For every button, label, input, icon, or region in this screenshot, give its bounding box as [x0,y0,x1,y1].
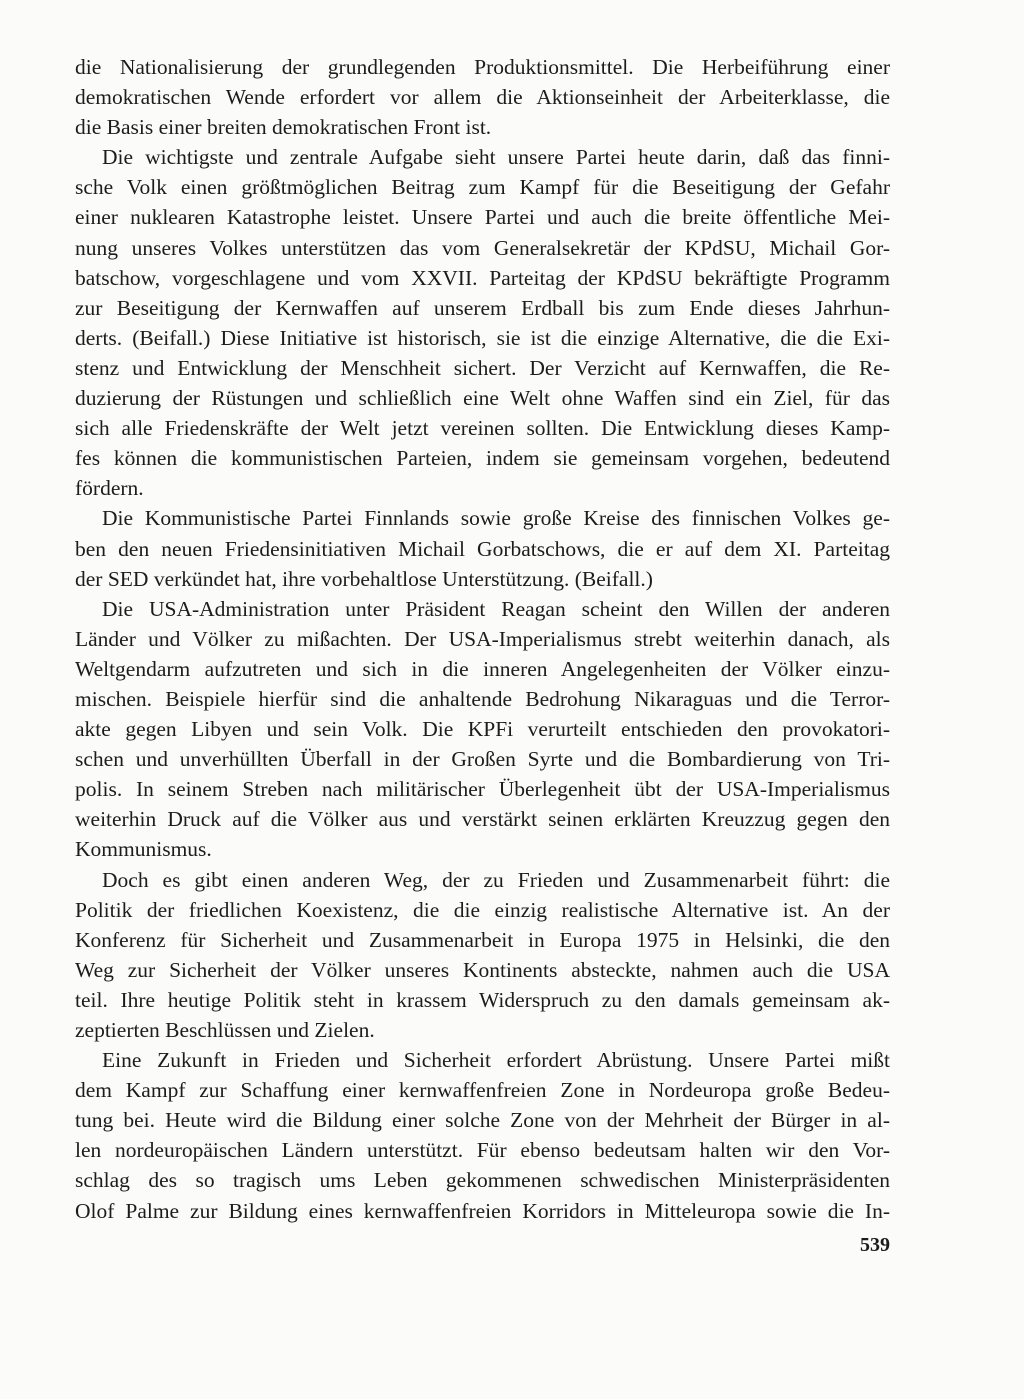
text-line: ben den neuen Friedensinitiativen Michail Gorbatschows, die er auf dem XI. Parteitag [75,536,890,561]
text-line: Konferenz für Sicherheit und Zusammenarbeit in Europa 1975 in Helsinki, die den [75,927,890,952]
page-number: 539 [860,1234,890,1256]
text-line: die Basis einer breiten demokratischen Front ist. [75,115,492,140]
paragraph-first-line: Doch es gibt einen anderen Weg, der zu Frieden und Zusammenarbeit führt: die [102,867,890,892]
body-text [75,52,890,1226]
text-line: zur Beseitigung der Kernwaffen auf unserem Erdball bis zum Ende dieses Jahrhun- [75,295,890,320]
text-line: mischen. Beispiele hierfür sind die anhaltende Bedrohung Nikaraguas und die Terror- [75,686,890,711]
text-line: Weg zur Sicherheit der Völker unseres Kontinents absteckte, nahmen auch die USA [75,957,890,982]
text-line: schlag des so tragisch ums Leben gekommenen schwedischen Ministerpräsidenten [75,1168,890,1193]
text-line: fördern. [75,476,144,501]
text-line: Olof Palme zur Bildung eines kernwaffenfreien Korridors in Mitteleuropa sowie die In- [75,1198,890,1223]
text-line: teil. Ihre heutige Politik steht in krassem Widerspruch zu den damals gemeinsam ak- [75,987,890,1012]
text-line: stenz und Entwicklung der Menschheit sichert. Der Verzicht auf Kernwaffen, die Re- [75,355,890,380]
text-line: akte gegen Libyen und sein Volk. Die KPFi verurteilt entschieden den provokatori- [75,717,890,742]
paragraph-first-line: Eine Zukunft in Frieden und Sicherheit erfordert Abrüstung. Unsere Partei mißt [102,1048,890,1073]
text-line: Politik der friedlichen Koexistenz, die die einzig realistische Alternative ist. An der [75,897,890,922]
text-line: nung unseres Volkes unterstützen das vom Generalsekretär der KPdSU, Michail Gor- [75,235,890,260]
paragraph-first-line: Die Kommunistische Partei Finnlands sowie große Kreise des finnischen Volkes ge- [102,506,890,531]
text-line: der SED verkündet hat, ihre vorbehaltlose Unterstützung. (Beifall.) [75,566,653,591]
text-line: demokratischen Wende erfordert vor allem die Aktionseinheit der Arbeiterklasse, die [75,85,890,110]
text-line: fes können die kommunistischen Parteien, indem sie gemeinsam vorgehen, bedeutend [75,446,890,471]
text-line: schen und unverhüllten Überfall in der Großen Syrte und die Bombardierung von Tri- [75,747,890,772]
text-line: tung bei. Heute wird die Bildung einer solche Zone von der Mehrheit der Bürger in al- [75,1108,890,1133]
text-line: die Nationalisierung der grundlegenden Produktionsmittel. Die Herbeiführung einer [75,55,890,79]
text-line: polis. In seinem Streben nach militärischer Überlegenheit übt der USA-Imperialismus [75,777,890,802]
text-line: derts. (Beifall.) Diese Initiative ist historisch, sie ist die einzige Alternative, die die Exi- [75,325,890,350]
text-line: Weltgendarm aufzutreten und sich in die inneren Angelegenheiten der Völker einzu- [75,656,890,681]
paragraph-first-line: Die USA-Administration unter Präsident Reagan scheint den Willen der anderen [102,596,890,621]
text-line: sich alle Friedenskräfte der Welt jetzt vereinen sollten. Die Entwicklung dieses Kamp- [75,416,890,441]
text-line: sche Volk einen größtmöglichen Beitrag zum Kampf für die Beseitigung der Gefahr [75,175,890,200]
paragraph-first-line: Die wichtigste und zentrale Aufgabe sieht unsere Partei heute darin, daß das finni- [102,145,890,170]
text-line: duzierung der Rüstungen und schließlich eine Welt ohne Waffen sind ein Ziel, für das [75,386,890,411]
text-line: Länder und Völker zu mißachten. Der USA-Imperialismus strebt weiterhin danach, als [75,626,890,651]
text-line: zeptierten Beschlüssen und Zielen. [75,1018,375,1042]
text-line: len nordeuropäischen Ländern unterstützt. Für ebenso bedeutsam halten wir den Vor- [75,1138,890,1163]
text-line: einer nuklearen Katastrophe leistet. Unsere Partei und auch die breite öffentliche Mei- [75,205,890,230]
text-line: dem Kampf zur Schaffung einer kernwaffenfreien Zone in Nordeuropa große Bedeu- [75,1078,890,1103]
text-line: Kommunismus. [75,837,212,862]
text-line: batschow, vorgeschlagene und vom XXVII. Parteitag der KPdSU bekräftigte Programm [75,265,890,290]
text-line: weiterhin Druck auf die Völker aus und verstärkt seinen erklärten Kreuzzug gegen den [75,807,890,832]
